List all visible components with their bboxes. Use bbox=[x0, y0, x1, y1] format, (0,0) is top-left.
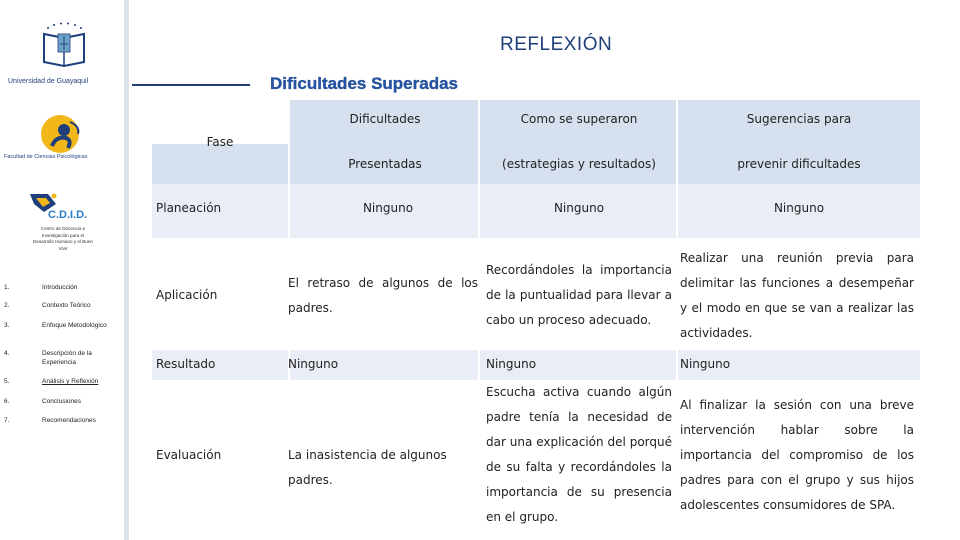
sidebar-item-label: Enfoque Metodológico bbox=[42, 322, 107, 329]
sidebar-item-number: 3. bbox=[4, 322, 10, 329]
sidebar-item-label: Contexto Teórico bbox=[42, 302, 91, 309]
sidebar-item-label: Análisis y Reflexión bbox=[42, 378, 99, 385]
header-estrategias: (estrategias y resultados) bbox=[502, 157, 656, 171]
cell-fase-resultado: Resultado bbox=[156, 357, 216, 371]
sidebar-item-number: 2. bbox=[4, 302, 10, 309]
faculty-logo-icon bbox=[36, 112, 88, 156]
sidebar-item-number: 7. bbox=[4, 417, 10, 424]
cdid-description: Centro de Docencia e Investigación para el Desarrollo Humano y el Buen Vivir bbox=[32, 226, 93, 251]
sidebar-item-conclusiones[interactable] bbox=[4, 398, 122, 407]
sidebar bbox=[0, 0, 124, 540]
header-dificultades: Dificultades bbox=[349, 112, 421, 126]
slide-title: REFLEXIÓN bbox=[500, 34, 613, 55]
cell-fase-aplicacion: Aplicación bbox=[156, 288, 218, 302]
sidebar-item-introduccion[interactable] bbox=[4, 284, 122, 293]
cell-fase-evaluacion: Evaluación bbox=[156, 448, 222, 462]
cell-fase-planeacion: Planeación bbox=[156, 201, 222, 215]
university-name: Universidad de Guayaquil bbox=[8, 78, 89, 85]
header-prevenir: prevenir dificultades bbox=[737, 157, 861, 171]
cell-superaron-planeacion: Ninguno bbox=[553, 201, 605, 215]
header-sugerencias: Sugerencias para bbox=[746, 112, 852, 126]
header-presentadas: Presentadas bbox=[348, 157, 422, 171]
sidebar-item-number: 6. bbox=[4, 398, 10, 405]
sidebar-item-number: 1. bbox=[4, 284, 10, 291]
cell-sugerencias-resultado: Ninguno bbox=[680, 357, 731, 371]
sidebar-divider bbox=[124, 0, 129, 540]
cell-superaron-resultado: Ninguno bbox=[486, 357, 537, 371]
sidebar-item-recomendaciones[interactable] bbox=[4, 417, 122, 426]
sidebar-item-label: Conclusiones bbox=[42, 398, 82, 405]
university-crest-icon bbox=[38, 22, 90, 70]
sidebar-item-label: Descripción de la Experiencia bbox=[42, 350, 92, 366]
header-como-se-superaron: Como se superaron bbox=[520, 112, 638, 126]
sidebar-item-label: Introducción bbox=[42, 284, 78, 291]
sidebar-item-number: 4. bbox=[4, 350, 10, 357]
cell-superaron-evaluacion: Escucha activa cuando algún padre tenía la necesidad de dar una explicación del porqué de su falta y recordándoles la importancia de su presencia en el grupo. bbox=[486, 385, 672, 524]
cdid-logo-icon bbox=[26, 188, 104, 228]
cell-superaron-aplicacion: Recordándoles la importancia de la puntualidad para llevar a cabo un proceso adecuado. bbox=[486, 263, 672, 327]
cell-dificultades-resultado: Ninguno bbox=[288, 357, 339, 371]
sidebar-item-label: Recomendaciones bbox=[42, 417, 96, 424]
title-underline bbox=[132, 84, 250, 86]
cell-dificultades-evaluacion: La inasistencia de algunos padres. bbox=[288, 448, 447, 487]
cdid-logo-text: C.D.I.D. bbox=[48, 209, 88, 221]
cell-sugerencias-aplicacion: Realizar una reunión previa para delimitar las funciones a desempeñar y el modo en que se van a realizar las actividades. bbox=[680, 251, 914, 340]
sidebar-item-number: 5. bbox=[4, 378, 10, 385]
faculty-name: Facultad de Ciencias Psicológicas bbox=[4, 154, 88, 160]
cell-sugerencias-evaluacion: Al finalizar la sesión con una breve intervención hablar sobre la importancia del compromiso de los padres para con el grupo y sus hijos adolescentes consumidores de SPA. bbox=[680, 398, 914, 512]
section-title: Dificultades Superadas bbox=[270, 74, 459, 93]
sidebar-item-descripcion[interactable] bbox=[4, 350, 122, 367]
sidebar-item-enfoque[interactable] bbox=[4, 322, 122, 331]
sidebar-item-contexto[interactable] bbox=[4, 302, 122, 311]
cell-dificultades-planeacion: Ninguno bbox=[362, 201, 414, 215]
cell-dificultades-aplicacion: El retraso de algunos de los padres. bbox=[288, 276, 478, 315]
cell-sugerencias-planeacion: Ninguno bbox=[773, 201, 825, 215]
sidebar-item-analisis[interactable] bbox=[4, 378, 122, 387]
header-fase: Fase bbox=[206, 135, 234, 149]
